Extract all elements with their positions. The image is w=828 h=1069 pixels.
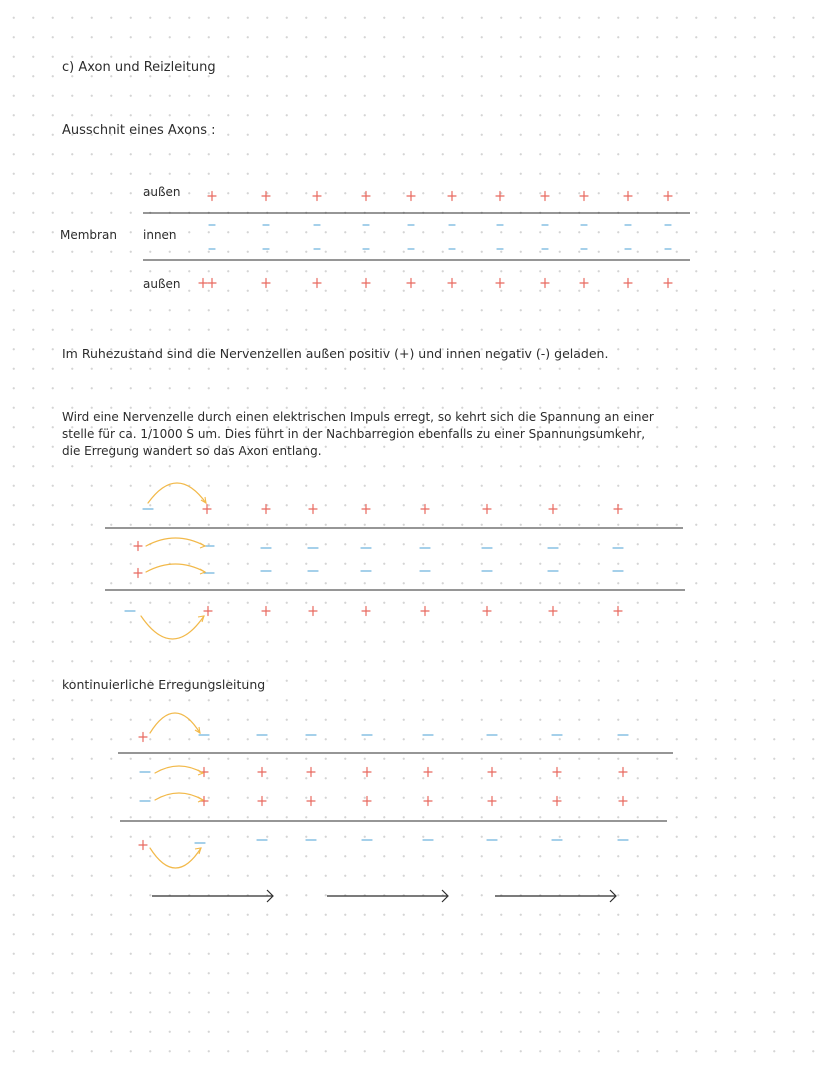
plus-sign xyxy=(362,279,370,288)
continuous-conduction-diagram xyxy=(118,713,673,868)
resting-state-paragraph: Im Ruhezustand sind die Nervenzellen außen positiv (+) und innen negativ (-) geladen. xyxy=(62,346,609,361)
plus-sign xyxy=(258,797,266,806)
plus-sign xyxy=(362,192,370,201)
current-arrow xyxy=(146,564,205,572)
plus-sign xyxy=(553,797,561,806)
current-arrow xyxy=(148,483,206,503)
subheading: Ausschnit eines Axons : xyxy=(62,123,216,138)
current-arrow xyxy=(146,538,205,546)
excitation-line-3: die Erregung wandert so das Axon entlang. xyxy=(62,444,322,458)
plus-sign xyxy=(313,192,321,201)
plus-sign xyxy=(134,569,142,578)
plus-sign xyxy=(262,279,270,288)
plus-sign xyxy=(262,192,270,201)
plus-sign xyxy=(496,279,504,288)
plus-sign xyxy=(664,279,672,288)
membrane-label: Membran xyxy=(60,228,117,242)
excitation-line-2: stelle für ca. 1/1000 S um. Dies führt in der Nachbarregion ebenfalls zu einer Spannungsumkehr, xyxy=(62,427,646,441)
plus-sign xyxy=(208,192,216,201)
plus-sign xyxy=(262,505,270,514)
plus-sign xyxy=(208,279,216,288)
plus-sign xyxy=(139,841,147,850)
current-arrow xyxy=(141,616,204,639)
current-arrow xyxy=(150,713,200,733)
plus-sign xyxy=(203,505,211,514)
plus-sign xyxy=(549,607,557,616)
plus-sign xyxy=(614,607,622,616)
plus-sign xyxy=(363,768,371,777)
outer-top-label: außen xyxy=(143,185,181,199)
plus-sign xyxy=(363,797,371,806)
plus-sign xyxy=(139,733,147,742)
plus-sign xyxy=(664,192,672,201)
plus-sign xyxy=(496,192,504,201)
excitation-axon-diagram xyxy=(105,483,685,639)
plus-sign xyxy=(309,607,317,616)
resting-axon-diagram xyxy=(143,192,690,288)
plus-sign xyxy=(488,768,496,777)
plus-sign xyxy=(199,279,207,288)
plus-sign xyxy=(549,505,557,514)
plus-sign xyxy=(421,505,429,514)
plus-sign xyxy=(488,797,496,806)
plus-sign xyxy=(424,768,432,777)
plus-sign xyxy=(421,607,429,616)
plus-sign xyxy=(619,797,627,806)
plus-sign xyxy=(262,607,270,616)
inner-label: innen xyxy=(143,228,177,242)
plus-sign xyxy=(541,279,549,288)
outer-bottom-label: außen xyxy=(143,277,181,291)
plus-sign xyxy=(309,505,317,514)
plus-sign xyxy=(362,607,370,616)
plus-sign xyxy=(483,505,491,514)
section-title: kontinuierliche Erregungsleitung xyxy=(62,677,266,692)
plus-sign xyxy=(134,542,142,551)
plus-sign xyxy=(483,607,491,616)
plus-sign xyxy=(313,279,321,288)
plus-sign xyxy=(624,279,632,288)
current-arrow xyxy=(155,793,203,800)
arrow-head xyxy=(200,543,205,548)
current-arrow xyxy=(155,766,203,773)
direction-arrows xyxy=(152,890,616,902)
plus-sign xyxy=(307,768,315,777)
plus-sign xyxy=(448,279,456,288)
plus-sign xyxy=(553,768,561,777)
plus-sign xyxy=(424,797,432,806)
plus-sign xyxy=(580,279,588,288)
plus-sign xyxy=(407,279,415,288)
plus-sign xyxy=(619,768,627,777)
plus-sign xyxy=(407,192,415,201)
excitation-line-1: Wird eine Nervenzelle durch einen elektrischen Impuls erregt, so kehrt sich die Spannung an einer xyxy=(62,410,654,424)
plus-sign xyxy=(624,192,632,201)
plus-sign xyxy=(448,192,456,201)
current-arrow xyxy=(150,848,201,868)
plus-sign xyxy=(614,505,622,514)
heading: c) Axon und Reizleitung xyxy=(62,60,216,75)
plus-sign xyxy=(362,505,370,514)
plus-sign xyxy=(541,192,549,201)
plus-sign xyxy=(307,797,315,806)
plus-sign xyxy=(580,192,588,201)
plus-sign xyxy=(204,607,212,616)
plus-sign xyxy=(258,768,266,777)
